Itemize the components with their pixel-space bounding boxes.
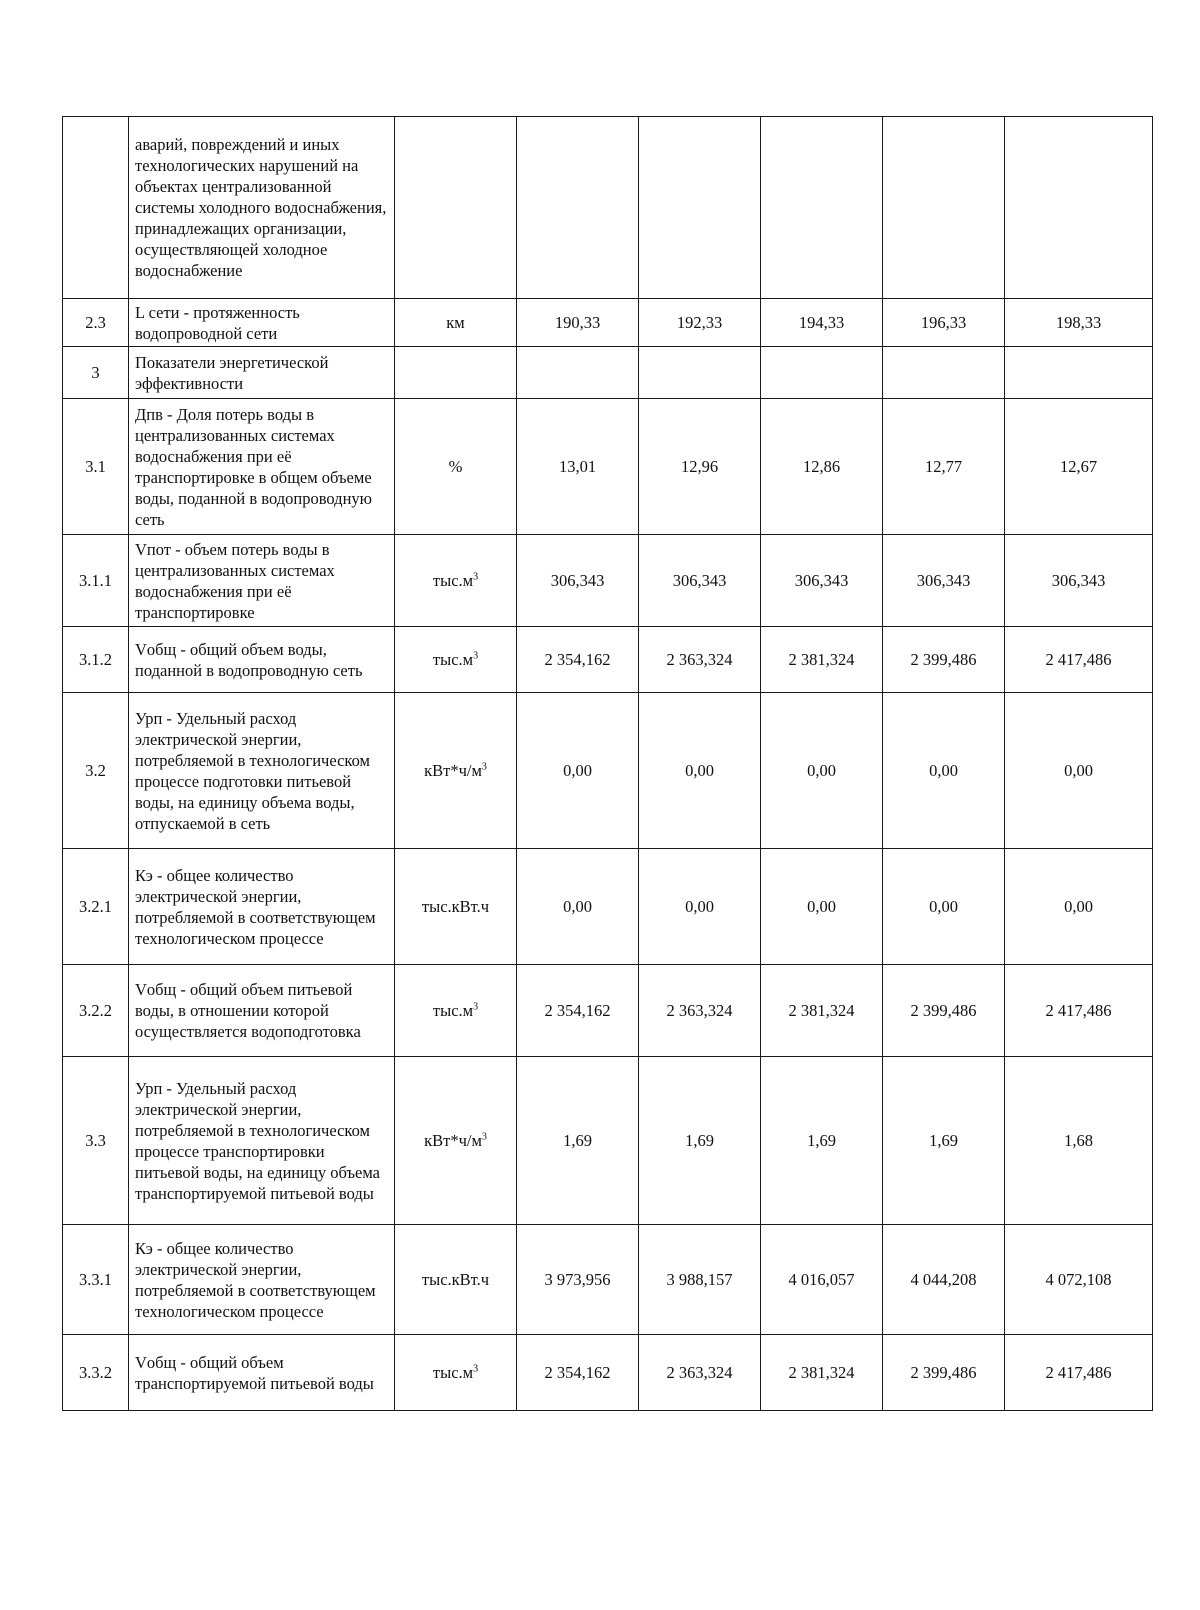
row-number: 3.1.1: [63, 535, 129, 627]
value-cell-year-3: [761, 117, 883, 299]
value-cell-year-1: 13,01: [517, 399, 639, 535]
row-number: 2.3: [63, 299, 129, 347]
unit-superscript: 3: [473, 1001, 479, 1013]
indicators-table: [62, 116, 1153, 1411]
value-cell-year-2: 192,33: [639, 299, 761, 347]
value-cell-year-3: 2 381,324: [761, 965, 883, 1057]
value-cell-year-5: 198,33: [1005, 299, 1153, 347]
unit-label: тыс.м: [432, 571, 474, 590]
table-row: [63, 347, 1153, 399]
unit-cell: [395, 347, 517, 399]
value-cell-year-5: 2 417,486: [1005, 965, 1153, 1057]
value-cell-year-3: 1,69: [761, 1057, 883, 1225]
indicator-description: Кэ - общее количество электрической энергии, потребляемой в соответствующем технологическом процессе: [129, 849, 395, 965]
value-cell-year-3: [761, 347, 883, 399]
value-cell-year-5: 4 072,108: [1005, 1225, 1153, 1335]
value-cell-year-1: 306,343: [517, 535, 639, 627]
value-cell-year-2: 0,00: [639, 849, 761, 965]
value-cell-year-2: 2 363,324: [639, 965, 761, 1057]
unit-label: кВт*ч/м: [424, 1131, 482, 1150]
indicator-description: аварий, повреждений и иных технологических нарушений на объектах централизованной системы холодного водоснабжения, принадлежащих организации, осуществляющей холодное водоснабжение: [129, 117, 395, 299]
unit-label: тыс.м: [432, 1363, 474, 1382]
value-cell-year-3: 0,00: [761, 693, 883, 849]
row-number: 3.3.2: [63, 1335, 129, 1411]
value-cell-year-5: 2 417,486: [1005, 1335, 1153, 1411]
table-row: [63, 693, 1153, 849]
value-cell-year-3: 4 016,057: [761, 1225, 883, 1335]
value-cell-year-4: 0,00: [883, 849, 1005, 965]
row-number: 3.1: [63, 399, 129, 535]
value-cell-year-4: 196,33: [883, 299, 1005, 347]
value-cell-year-1: 0,00: [517, 849, 639, 965]
table-body: [63, 117, 1153, 1411]
value-cell-year-4: 1,69: [883, 1057, 1005, 1225]
unit-cell: [395, 965, 517, 1057]
value-cell-year-3: 12,86: [761, 399, 883, 535]
indicator-description: Урп - Удельный расход электрической энергии, потребляемой в технологическом процессе транспортировки питьевой воды, на единицу объема транспортируемой питьевой воды: [129, 1057, 395, 1225]
value-cell-year-4: 306,343: [883, 535, 1005, 627]
value-cell-year-4: 2 399,486: [883, 627, 1005, 693]
indicator-description: Кэ - общее количество электрической энергии, потребляемой в соответствующем технологическом процессе: [129, 1225, 395, 1335]
value-cell-year-5: 0,00: [1005, 693, 1153, 849]
value-cell-year-4: 12,77: [883, 399, 1005, 535]
table-row: [63, 535, 1153, 627]
unit-label: кВт*ч/м: [424, 761, 482, 780]
value-cell-year-1: 2 354,162: [517, 627, 639, 693]
table-row: [63, 627, 1153, 693]
unit-superscript: 3: [473, 571, 479, 583]
unit-cell: [395, 299, 517, 347]
value-cell-year-4: 0,00: [883, 693, 1005, 849]
value-cell-year-2: 306,343: [639, 535, 761, 627]
value-cell-year-5: 1,68: [1005, 1057, 1153, 1225]
unit-cell: [395, 535, 517, 627]
row-number: 3.2: [63, 693, 129, 849]
row-number: 3.2.2: [63, 965, 129, 1057]
value-cell-year-1: [517, 347, 639, 399]
table-row: [63, 1057, 1153, 1225]
unit-superscript: 3: [473, 1363, 479, 1375]
unit-superscript: 3: [473, 650, 479, 662]
table-row: [63, 117, 1153, 299]
value-cell-year-3: 0,00: [761, 849, 883, 965]
unit-label: тыс.кВт.ч: [421, 1270, 490, 1289]
table-row: [63, 1335, 1153, 1411]
row-number: 3.3.1: [63, 1225, 129, 1335]
value-cell-year-5: [1005, 117, 1153, 299]
value-cell-year-4: 2 399,486: [883, 965, 1005, 1057]
unit-cell: [395, 117, 517, 299]
row-number: 3.1.2: [63, 627, 129, 693]
value-cell-year-1: 3 973,956: [517, 1225, 639, 1335]
value-cell-year-2: [639, 117, 761, 299]
row-number: 3.2.1: [63, 849, 129, 965]
unit-cell: [395, 849, 517, 965]
value-cell-year-1: [517, 117, 639, 299]
unit-cell: [395, 693, 517, 849]
value-cell-year-2: 1,69: [639, 1057, 761, 1225]
value-cell-year-5: [1005, 347, 1153, 399]
unit-cell: [395, 1057, 517, 1225]
table-row: [63, 965, 1153, 1057]
indicator-description: Vобщ - общий объем транспортируемой питьевой воды: [129, 1335, 395, 1411]
unit-cell: [395, 1225, 517, 1335]
unit-cell: [395, 1335, 517, 1411]
value-cell-year-2: [639, 347, 761, 399]
value-cell-year-1: 2 354,162: [517, 965, 639, 1057]
unit-label: км: [446, 313, 465, 332]
value-cell-year-3: 194,33: [761, 299, 883, 347]
indicator-description: Дпв - Доля потерь воды в централизованных системах водоснабжения при её транспортировке в общем объеме воды, поданной в водопроводную сеть: [129, 399, 395, 535]
value-cell-year-3: 2 381,324: [761, 1335, 883, 1411]
value-cell-year-1: 1,69: [517, 1057, 639, 1225]
indicator-description: Vпот - объем потерь воды в централизованных системах водоснабжения при её транспортировке: [129, 535, 395, 627]
value-cell-year-2: 12,96: [639, 399, 761, 535]
indicator-description: Vобщ - общий объем питьевой воды, в отношении которой осуществляется водоподготовка: [129, 965, 395, 1057]
unit-label: тыс.м: [432, 1001, 474, 1020]
value-cell-year-4: [883, 117, 1005, 299]
value-cell-year-4: 4 044,208: [883, 1225, 1005, 1335]
unit-label: %: [448, 457, 463, 476]
value-cell-year-3: 306,343: [761, 535, 883, 627]
indicator-description: Показатели энергетической эффективности: [129, 347, 395, 399]
table-row: [63, 1225, 1153, 1335]
value-cell-year-1: 2 354,162: [517, 1335, 639, 1411]
value-cell-year-3: 2 381,324: [761, 627, 883, 693]
value-cell-year-5: 0,00: [1005, 849, 1153, 965]
indicator-description: L сети - протяженность водопроводной сети: [129, 299, 395, 347]
value-cell-year-2: 2 363,324: [639, 627, 761, 693]
value-cell-year-4: [883, 347, 1005, 399]
table-row: [63, 849, 1153, 965]
unit-superscript: 3: [481, 761, 487, 773]
value-cell-year-2: 2 363,324: [639, 1335, 761, 1411]
indicator-description: Vобщ - общий объем воды, поданной в водопроводную сеть: [129, 627, 395, 693]
unit-label: тыс.м: [432, 650, 474, 669]
row-number: [63, 117, 129, 299]
indicator-description: Урп - Удельный расход электрической энергии, потребляемой в технологическом процессе подготовки питьевой воды, на единицу объема воды, отпускаемой в сеть: [129, 693, 395, 849]
unit-label: тыс.кВт.ч: [421, 897, 490, 916]
table-row: [63, 299, 1153, 347]
row-number: 3.3: [63, 1057, 129, 1225]
value-cell-year-5: 2 417,486: [1005, 627, 1153, 693]
unit-cell: [395, 627, 517, 693]
value-cell-year-1: 0,00: [517, 693, 639, 849]
value-cell-year-2: 3 988,157: [639, 1225, 761, 1335]
unit-superscript: 3: [481, 1131, 487, 1143]
value-cell-year-5: 306,343: [1005, 535, 1153, 627]
table-row: [63, 399, 1153, 535]
value-cell-year-1: 190,33: [517, 299, 639, 347]
row-number: 3: [63, 347, 129, 399]
value-cell-year-4: 2 399,486: [883, 1335, 1005, 1411]
value-cell-year-5: 12,67: [1005, 399, 1153, 535]
value-cell-year-2: 0,00: [639, 693, 761, 849]
unit-cell: [395, 399, 517, 535]
